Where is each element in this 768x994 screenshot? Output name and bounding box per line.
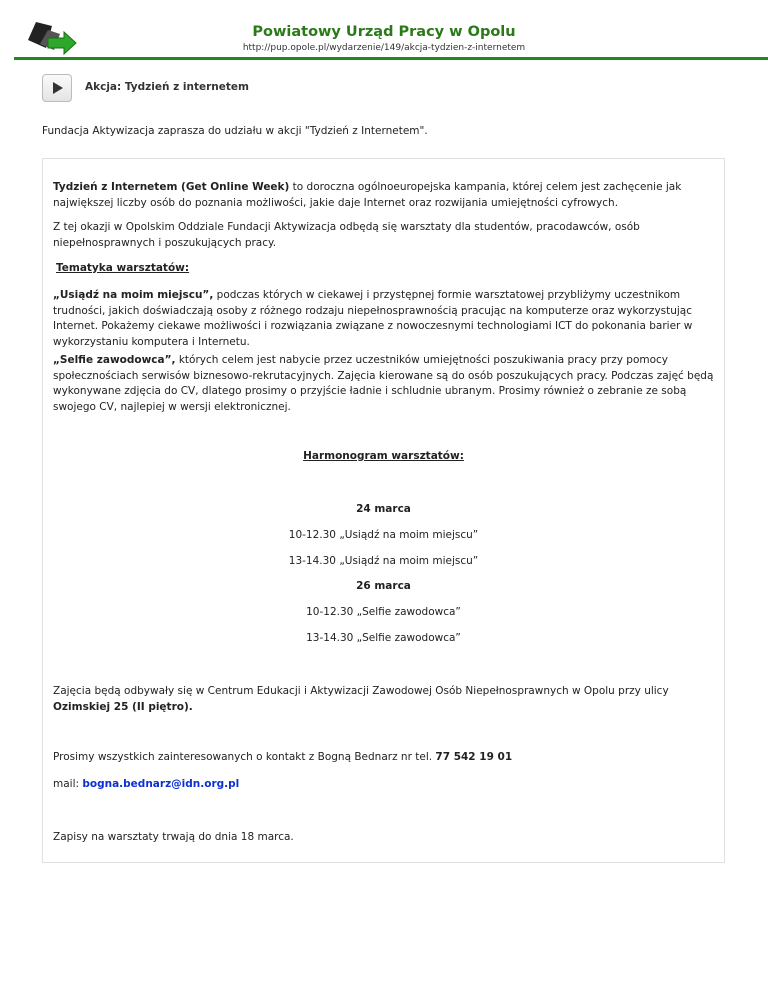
workshop-1-name: „Usiądź na moim miejscu”, [53,289,214,301]
text: Zajęcia będą odbywały się w Centrum Edukacji i Aktywizacji Zawodowej Osób Niepełnosprawnych w Opolu przy ulicy [53,685,669,697]
text: wykorzystaniu komputera i Internetu. [53,335,250,348]
text: społecznościach serwisów biznesowo-rekrutacyjnych. Zajęcia kierowane są do osób poszukujących pracy. Podczas zajęć będą [53,369,714,382]
text: Internet. Pokażemy ciekawe możliwości i rozwiązania związane z nowoczesnymi technologiami ICT do pokonania barier w [53,320,693,332]
schedule-slot: 13-14.30 „Usiądź na moim miejscu” [288,555,479,567]
text: największej liczby osób do poznania możliwości, jakie daje Internet oraz rozwijania umiejętności cyfrowych. [53,196,619,209]
paragraph-contact [53,750,715,766]
text: których celem jest nabycie przez uczestników umiejętności poszukiwania pracy przy pomocy [175,354,669,366]
text: swojego CV, najlepiej w wersji elektronicznej. [53,400,291,413]
text: Prosimy wszystkich zainteresowanych o kontakt z Bogną Bednarz nr tel. [53,751,436,763]
paragraph-occasion [53,220,715,251]
bold-term: Tydzień z Internetem (Get Online Week) [53,181,290,193]
site-title: Powiatowy Urząd Pracy w Opolu [252,24,516,40]
topics-heading [56,261,718,277]
intro-text: Fundacja Aktywizacja zaprasza do udziału w akcji "Tydzień z Internetem". [42,125,428,137]
page-header [0,0,768,60]
text: wykonywane zdjęcia do CV, dlatego prosimy o przyjście ładnie i schludnie ubranym. Prosimy również o zebranie ze sobą [53,385,687,397]
schedule-slot: 10-12.30 „Usiądź na moim miejscu” [288,529,479,541]
email-link[interactable]: bogna.bednarz@idn.org.pl [82,778,240,790]
topics-heading-text: Tematyka warsztatów: [56,262,190,274]
paragraph-location [53,684,715,715]
workshop-2-name: „Selfie zawodowca”, [53,354,176,366]
paragraph-mail [53,777,715,793]
play-arrow-icon [52,82,64,94]
schedule-date: 26 marca [356,580,411,592]
page-title: Akcja: Tydzień z internetem [85,81,249,93]
paragraph-deadline: Zapisy na warsztaty trwają do dnia 18 marca. [53,831,294,843]
mail-label: mail: [53,778,83,790]
page-url: http://pup.opole.pl/wydarzenie/149/akcja-tydzien-z-internetem [242,43,526,53]
text: podczas których w ciekawej i przystępnej formie warsztatowej przybliżymy uczestnikom [213,289,681,301]
schedule-heading [42,450,725,462]
schedule-date: 24 marca [356,503,411,515]
schedule-slot: 13-14.30 „Selfie zawodowca” [306,632,461,644]
schedule-slot: 10-12.30 „Selfie zawodowca” [306,606,461,618]
text: niepełnosprawnych i poszukujących pracy. [53,236,277,249]
address: Ozimskiej 25 (II piętro). [53,700,193,713]
header-divider [14,57,768,60]
paragraph-workshop-1 [53,288,715,350]
text: to doroczna ogólnoeuropejska kampania, której celem jest zachęcenie jak [289,181,682,193]
paragraph-workshop-2 [53,353,715,415]
text: Z tej okazji w Opolskim Oddziale Fundacji Aktywizacja odbędą się warsztaty dla studentów, pracodawców, osób [53,221,640,233]
paragraph-about [53,180,715,211]
arrow-button[interactable] [42,74,72,102]
text: trudności, jakich doświadczają osoby z różnego rodzaju niepełnosprawnością pracując na komputerze oraz wykorzystując [53,304,693,317]
phone-number: 77 542 19 01 [435,751,513,763]
schedule-heading-text: Harmonogram warsztatów: [303,450,464,462]
